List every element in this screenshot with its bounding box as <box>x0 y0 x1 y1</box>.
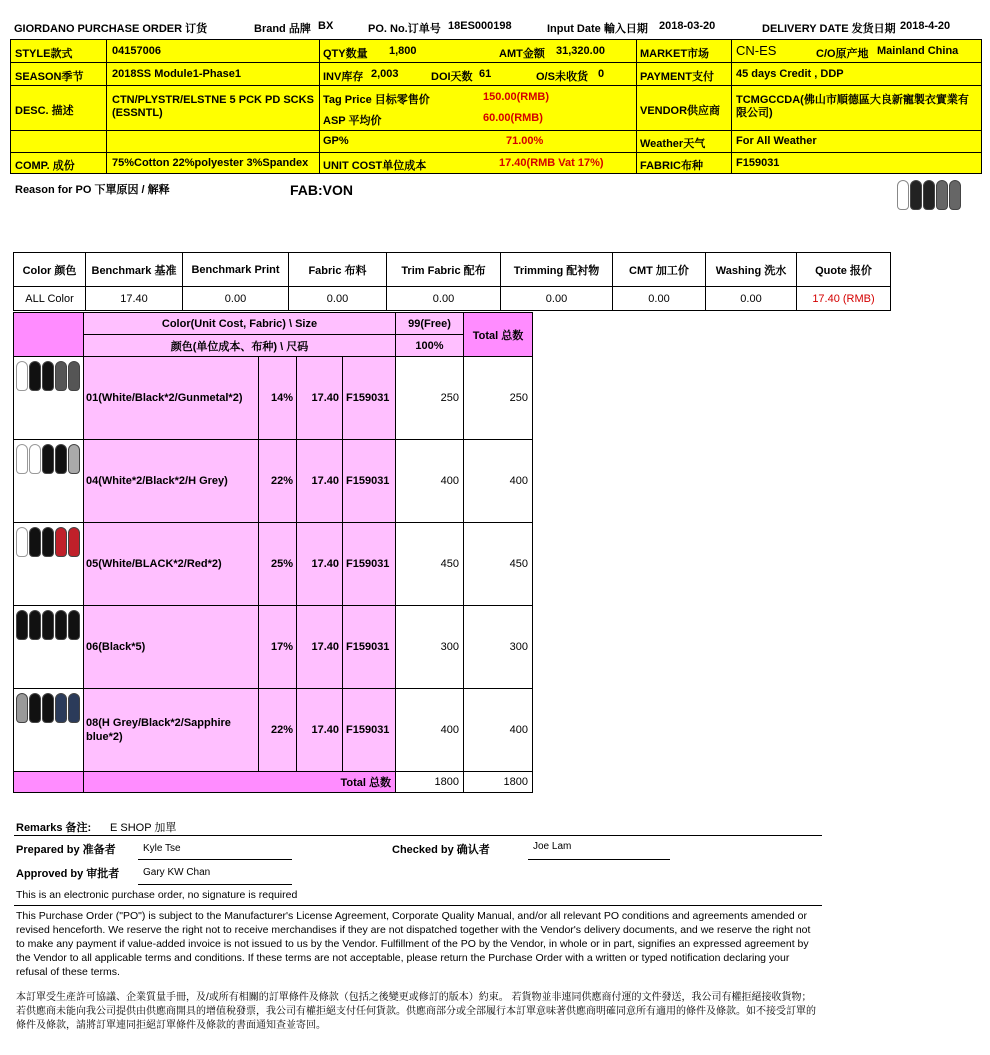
cost-header: Benchmark Print <box>183 253 289 287</box>
gp-value: 71.00% <box>506 135 544 147</box>
unit-cost-value: 17.40(RMB Vat 17%) <box>499 157 604 169</box>
asp-label: ASP 平均价 <box>323 115 382 127</box>
style-value: 04157006 <box>112 45 161 57</box>
color-fabric: F159031 <box>343 689 396 772</box>
doi-label: DOI天数 <box>431 71 473 83</box>
color-total: 300 <box>464 606 533 689</box>
desc-value: CTN/PLYSTR/ELSTNE 5 PCK PD SCKS (ESSNTL) <box>112 94 314 119</box>
cost-header: Trimming 配衬物 <box>501 253 613 287</box>
color-total: 400 <box>464 440 533 523</box>
cost-cell: 0.00 <box>613 287 706 311</box>
origin-value: Mainland China <box>877 45 959 57</box>
sum-total: 1800 <box>464 772 533 793</box>
fab-text: FAB:VON <box>290 182 353 198</box>
fabric-value: F159031 <box>736 157 780 169</box>
cost-cell: ALL Color <box>14 287 86 311</box>
os-label: O/S未收货 <box>536 71 588 83</box>
table-row <box>14 606 533 689</box>
approved-label: Approved by 审批者 <box>16 868 120 880</box>
color-fabric: F159031 <box>343 606 396 689</box>
sock-image <box>14 606 84 689</box>
input-date-label: Input Date 輸入日期 <box>547 23 648 35</box>
table-row <box>14 357 533 440</box>
color-qty: 400 <box>396 440 464 523</box>
cost-header: CMT 加工价 <box>613 253 706 287</box>
weather-label: Weather天气 <box>640 138 706 150</box>
origin-label: C/O原产地 <box>816 48 869 60</box>
weather-value: For All Weather <box>736 135 817 147</box>
amt-value: 31,320.00 <box>556 45 605 57</box>
color-pct: 22% <box>259 689 297 772</box>
cost-cell: 0.00 <box>706 287 797 311</box>
color-name: 06(Black*5) <box>84 606 259 689</box>
image-col-header <box>14 313 84 357</box>
prepared-label: Prepared by 准备者 <box>16 844 116 856</box>
sum-qty: 1800 <box>396 772 464 793</box>
cost-cell: 0.00 <box>501 287 613 311</box>
inv-label: INV库存 <box>323 71 364 83</box>
po-number-value: 18ES000198 <box>448 20 512 32</box>
cost-header: Trim Fabric 配布 <box>387 253 501 287</box>
color-pct: 22% <box>259 440 297 523</box>
style-label: STYLE款式 <box>15 48 73 60</box>
electronic-note: This is an electronic purchase order, no signature is required <box>16 889 298 901</box>
brand-label: Brand 品牌 <box>254 23 311 35</box>
delivery-date-value: 2018-4-20 <box>900 20 951 32</box>
color-pct: 14% <box>259 357 297 440</box>
cost-header: Fabric 布料 <box>289 253 387 287</box>
color-qty: 400 <box>396 689 464 772</box>
quote-cell: 17.40 (RMB) <box>797 287 891 311</box>
color-pct: 17% <box>259 606 297 689</box>
cost-cell: 17.40 <box>86 287 183 311</box>
vendor-value: TCMGCCDA(佛山市順德區大良新寵製衣實業有限公司) <box>736 94 969 119</box>
checked-label: Checked by 确认者 <box>392 844 490 856</box>
brand-value: BX <box>318 20 334 32</box>
inv-value: 2,003 <box>371 68 399 80</box>
color-pct: 25% <box>259 523 297 606</box>
cost-header: Washing 洗水 <box>706 253 797 287</box>
total-header: Total 总数 <box>464 313 533 357</box>
color-fabric: F159031 <box>343 440 396 523</box>
season-value: 2018SS Module1-Phase1 <box>112 68 242 80</box>
cost-cell: 0.00 <box>183 287 289 311</box>
sock-image <box>14 523 84 606</box>
color-total: 250 <box>464 357 533 440</box>
qty-label: QTY数量 <box>323 48 368 60</box>
product-thumbnail <box>895 178 965 212</box>
color-name: 05(White/BLACK*2/Red*2) <box>84 523 259 606</box>
total-row <box>14 772 533 793</box>
unit-cost-label: UNIT COST单位成本 <box>323 160 427 172</box>
payment-value: 45 days Credit , DDP <box>736 68 844 80</box>
terms-english: This Purchase Order ("PO") is subject to the Manufacturer's License Agreement, Corporate Quality Manual, and/or all relevant PO conditions and agreements amended or revised henceforth. We reserve the right not to receive merchandises if they are not dispatched together with the Vendor's delivery documents, and we reserve the right not to make any payment if value-added invoice is not issued to us by the Vendor. Fulfillment of the PO by the Vendor, in whole or in part, signifies an expressed agreement by the Vendor to all applicable terms and conditions. If these terms are not acceptable, please return the Purchase Order with a written or typed notification declaring your refusal of these terms. <box>16 910 811 978</box>
comp-value: 75%Cotton 22%polyester 3%Spandex <box>112 157 309 169</box>
season-label: SEASON季节 <box>15 71 84 83</box>
remarks-value: E SHOP 加單 <box>110 822 177 834</box>
color-cost: 17.40 <box>297 440 343 523</box>
sock-image <box>14 689 84 772</box>
color-cost: 17.40 <box>297 357 343 440</box>
market-value: CN-ES <box>736 43 777 58</box>
approved-value: Gary KW Chan <box>143 867 211 878</box>
color-qty: 300 <box>396 606 464 689</box>
color-total: 400 <box>464 689 533 772</box>
market-label: MARKET市场 <box>640 48 710 60</box>
color-total: 450 <box>464 523 533 606</box>
amt-label: AMT金额 <box>499 48 545 60</box>
fabric-label: FABRIC布种 <box>640 160 703 172</box>
color-cost: 17.40 <box>297 606 343 689</box>
sock-image <box>14 440 84 523</box>
os-value: 0 <box>598 68 605 80</box>
tag-price-value: 150.00(RMB) <box>483 91 550 103</box>
doi-value: 61 <box>479 68 492 80</box>
table-row <box>14 689 533 772</box>
color-header-en: Color(Unit Cost, Fabric) \ Size <box>84 313 396 335</box>
sum-label: Total 总数 <box>84 772 396 793</box>
desc-label: DESC. 描述 <box>15 105 74 117</box>
remarks-label: Remarks 备注: <box>16 822 92 834</box>
qty-value: 1,800 <box>389 45 417 57</box>
size-pct: 100% <box>396 335 464 357</box>
reason-label: Reason for PO 下單原因 / 解释 <box>15 184 170 196</box>
table-row <box>14 523 533 606</box>
cost-cell: 0.00 <box>289 287 387 311</box>
checked-value: Joe Lam <box>533 841 572 852</box>
size-header: 99(Free) <box>396 313 464 335</box>
color-cost: 17.40 <box>297 523 343 606</box>
delivery-date-label: DELIVERY DATE 发货日期 <box>762 23 896 35</box>
asp-value: 60.00(RMB) <box>483 112 543 124</box>
table-row <box>14 440 533 523</box>
color-fabric: F159031 <box>343 357 396 440</box>
cost-cell: 0.00 <box>387 287 501 311</box>
input-date-value: 2018-03-20 <box>659 20 716 32</box>
sock-image <box>14 357 84 440</box>
color-fabric: F159031 <box>343 523 396 606</box>
tag-price-label: Tag Price 目标零售价 <box>323 94 430 106</box>
vendor-label: VENDOR供应商 <box>640 105 721 117</box>
cost-breakdown-table <box>13 252 891 311</box>
cost-header: Benchmark 基准 <box>86 253 183 287</box>
prepared-value: Kyle Tse <box>143 843 181 854</box>
color-qty: 450 <box>396 523 464 606</box>
payment-label: PAYMENT支付 <box>640 71 714 83</box>
color-name: 08(H Grey/Black*2/Sapphire blue*2) <box>84 689 259 772</box>
cost-header: Quote 报价 <box>797 253 891 287</box>
po-title: GIORDANO PURCHASE ORDER 订货 <box>14 23 208 35</box>
color-qty: 250 <box>396 357 464 440</box>
color-size-table <box>13 312 533 793</box>
po-number-label: PO. No.订单号 <box>368 23 441 35</box>
color-name: 01(White/Black*2/Gunmetal*2) <box>84 357 259 440</box>
po-info-grid <box>10 39 982 174</box>
color-cost: 17.40 <box>297 689 343 772</box>
terms-chinese: 本訂單受生產許可協議、企業質量手冊，及/或所有相關的訂單條件及條款（包括之後變更或修訂的版本）約束。 若貨物並非連同供應商付運的文件發送，我公司有權拒絕接收貨物；若供應商未能向我公司提供由供應商開具的增值稅發票，我公司有權拒絕支付任何貨款。供應商部分或全部履行本訂單意味著供應商明確同意所有適用的條件及條款。如不接受訂單的條件及條款，請將訂單連同拒絕訂單條件及條款的書面通知查並寄回。 <box>16 992 816 1031</box>
gp-label: GP% <box>323 135 349 147</box>
comp-label: COMP. 成份 <box>15 160 75 172</box>
color-name: 04(White*2/Black*2/H Grey) <box>84 440 259 523</box>
color-header-cn: 颜色(单位成本、布种) \ 尺码 <box>84 335 396 357</box>
cost-header: Color 颜色 <box>14 253 86 287</box>
